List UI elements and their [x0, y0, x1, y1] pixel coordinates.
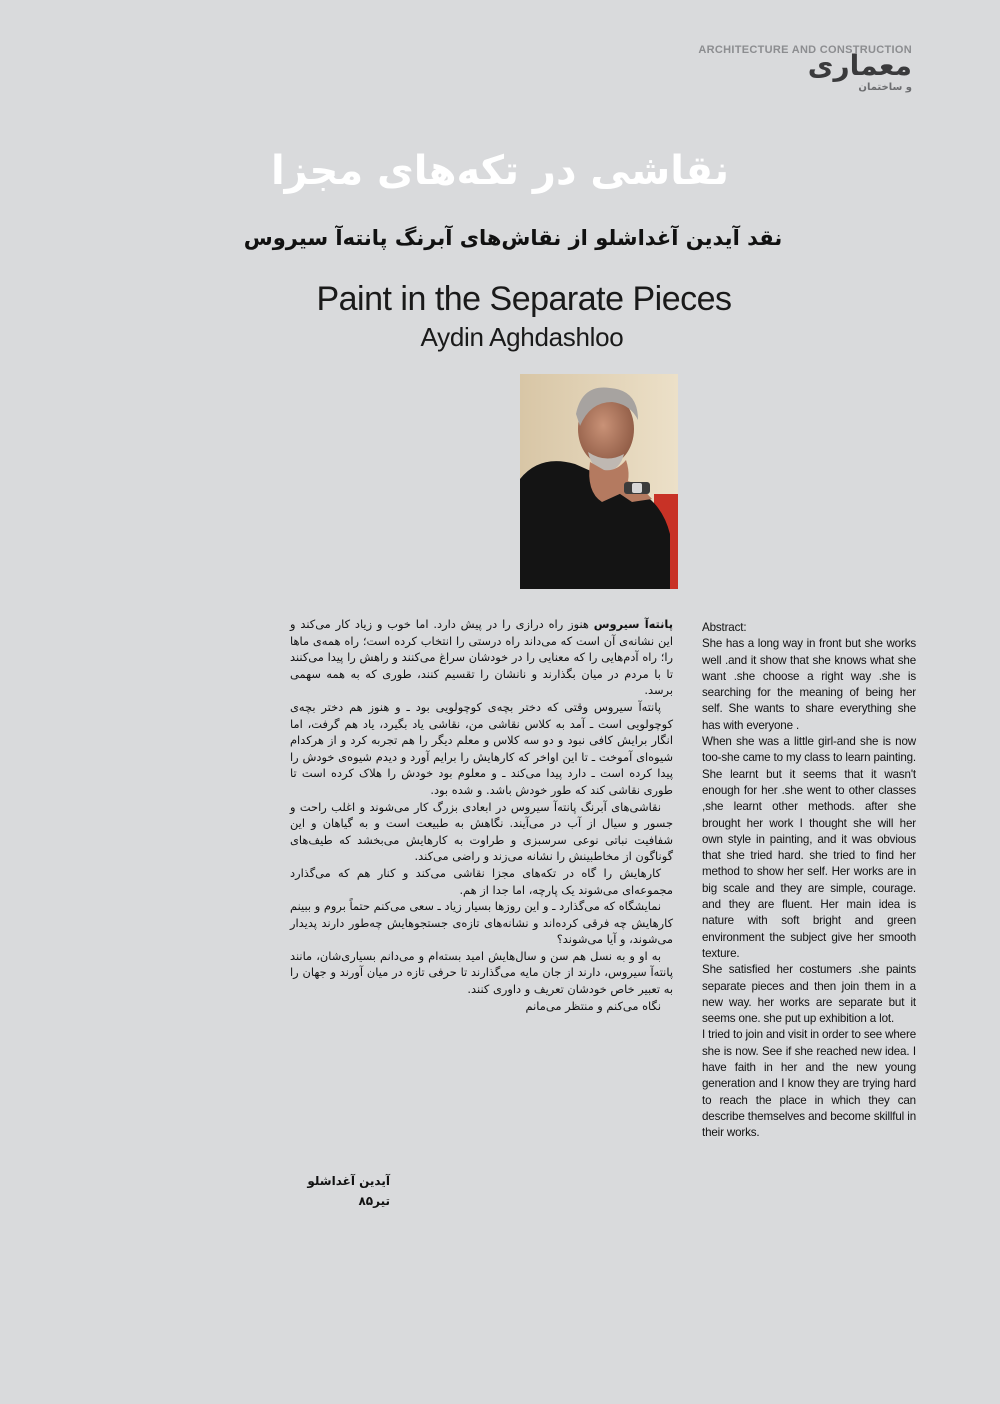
author-portrait: [520, 374, 678, 589]
abstract-paragraph-4: I tried to join and visit in order to see where she is now. See if she reached new idea. I have faith in her and the new young generation and I know they are trying hard to reach the place in which they can describe themselves and become skillful in their works.: [702, 1028, 916, 1140]
body-paragraph-6: به او و به نسل هم سن و سال‌هایش امید بسته‌ام و می‌دانم بسیاری‌شان، مانند پانته‌آ سیروس، دارند از جان مایه می‌گذارند تا حرفی تازه در میان آورند و جهان را به تعبیر خاص خودشان تعریف و داوری کنند.: [290, 948, 673, 997]
abstract-paragraph-2: When she was a little girl-and she is now too-she came to my class to learn painting. She learnt but it seems that it wasn't enough for her .she went to other classes ,she learnt other methods. after she brought her work I thought she will her own style in painting, and it was obvious that she tried hard. she tried to find her method to show her self. Her works are in big scale and they are simple, courage. and they are fluent. Her main idea is nature with soft bright and green environment the subject give her smooth texture.: [702, 735, 916, 960]
body-paragraph-2: پانته‌آ سیروس وقتی که دختر بچه‌ی کوچولویی بود ـ و هنوز هم دختر بچه‌ی کوچولویی است ـ آمد به کلاس نقاشی من، نقاشی یاد بگیرد، یاد هم گرفت، اما انگار برایش کافی نبود و دو سه کلاس و معلم دیگر را هم تجربه کرد و از هرکدام شیوه‌ای آموخت ـ تا این اواخر که کارهایش را برایم آورد و دیدم شیوه‌ی خودش را پیدا کرده است ـ دارد پیدا می‌کند ـ و معلوم بود خودش را هلاک کرده است تا طوری نقاشی کند که طور خودش باشد. و شده بود.: [290, 699, 673, 797]
masthead-english: ARCHITECTURE AND CONSTRUCTION: [698, 44, 912, 56]
magazine-logo-sub: و ساختمان: [858, 82, 912, 93]
abstract-en: [702, 620, 916, 1142]
article-title-fa: نقاشی در تکه‌های مجزا: [270, 148, 730, 194]
article-body-fa: [290, 616, 673, 1014]
body-paragraph-1: پانته‌آ سیروس هنوز راه درازی را در پیش دارد. اما خوب و زیاد کار می‌کند و این نشانه‌ی آن است که می‌داند راه درستی را انتخاب کرده است؛ راه همه‌ی ماها را؛ راه آدم‌هایی را که معنایی را در خودشان سراغ می‌کنند و راهش را پیدا می‌کنند تا با مردم در میان بگذارند و نانشان را تقسیم کنند، طوری که به همه سهمی برسد.: [290, 617, 673, 698]
body-paragraph-7: نگاه می‌کنم و منتظر می‌مانم: [525, 998, 661, 1013]
magazine-logo: معماری: [807, 49, 912, 82]
body-paragraph-3: نقاشی‌های آبرنگ پانته‌آ سیروس در ابعادی بزرگ کار می‌شوند و اغلب راحت و جسور و سیال از آب در می‌آیند. نگاهش به طبیعت است و به گیاهان و این شفافیت نباتی نوعی سرسبزی و طراوت به کارهایش می‌بخشد که طیف‌های گوناگون از مخاطبینش را نشانه می‌زند و راضی می‌کند.: [290, 799, 673, 864]
abstract-paragraph-1: She has a long way in front but she works well .and it show that she knows what she want .she choose a right way .she is searching for the meaning of being her self. She wants to share everything she has with everyone .: [702, 637, 916, 732]
article-title-en: Paint in the Separate Pieces: [316, 280, 732, 318]
abstract-paragraph-3: She satisfied her costumers .she paints separate pieces and then join them in a new way. her works are separate but it seems one. she put up exhibition a lot.: [702, 963, 916, 1026]
body-paragraph-4: کارهایش را گاه در تکه‌های مجزا نقاشی می‌کند و کنار هم که می‌گذارد مجموعه‌ای می‌شوند یک پارچه، اما جدا از هم.: [290, 865, 673, 897]
body-paragraph-5: نمایشگاه که می‌گذارد ـ و این روزها بسیار زیاد ـ سعی می‌کنم حتماً بروم و ببینم کارهایش چه فرقی کرده‌اند و نشانه‌های تازه‌ی جستجوهایش چه‌طور دارند پدیدار می‌شوند، و آیا می‌شوند؟: [290, 899, 673, 947]
signature-date: تیر۸۵: [358, 1194, 390, 1208]
signature-name: آیدین آغداشلو: [307, 1174, 390, 1188]
article-subtitle-fa: نقد آیدین آغداشلو از نقاش‌های آبرنگ پانته‌آ سیروس: [243, 226, 783, 250]
abstract-heading: Abstract:: [702, 621, 747, 634]
body-lead-name: پانته‌آ سیروس: [593, 617, 673, 631]
article-author-en: Aydin Aghdashloo: [420, 322, 624, 352]
